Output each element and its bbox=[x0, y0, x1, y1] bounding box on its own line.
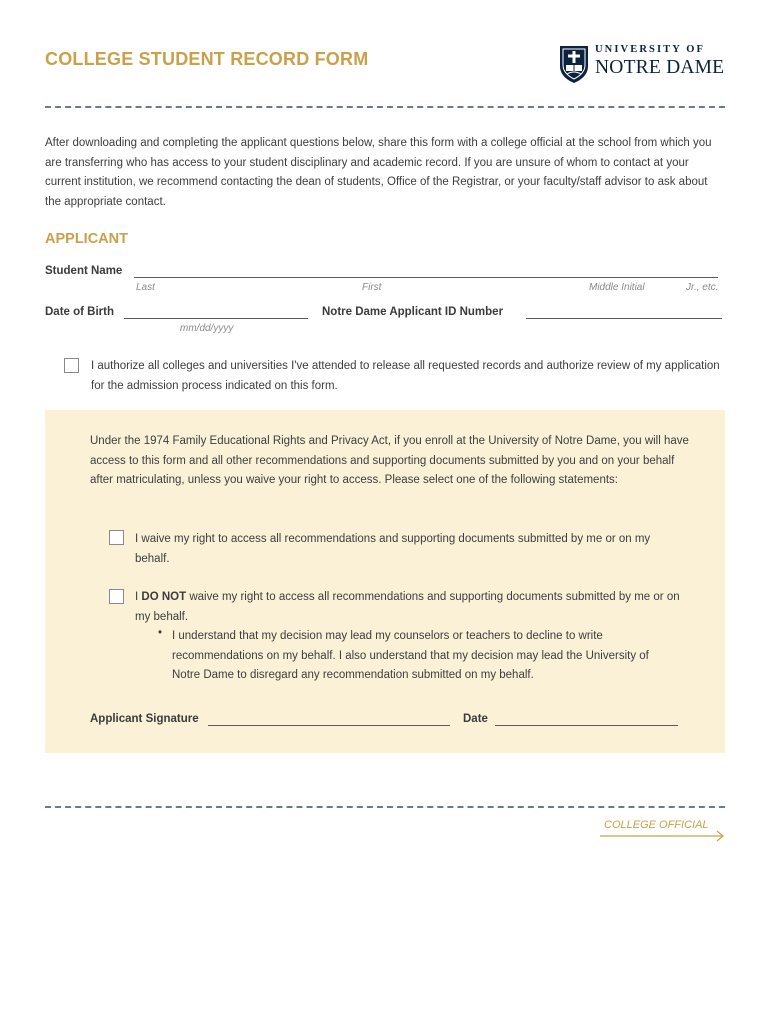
ferpa-paragraph: Under the 1974 Family Educational Rights and Privacy Act, if you enroll at the University of Notre Dame, you will have access to this form and all other recommendations and supporting documents submitted by you and on your behalf after matriculating, unless you waive your right to access. Please select one of the following statements: bbox=[90, 435, 689, 486]
date-field[interactable] bbox=[495, 725, 678, 726]
not-waive-prefix: I bbox=[135, 591, 139, 603]
not-waive-rest: waive my right to access all recommendations and supporting documents submitted by me or on my behalf. bbox=[135, 591, 680, 623]
college-official-link[interactable]: COLLEGE OFFICIAL bbox=[604, 819, 709, 831]
authorize-checkbox[interactable] bbox=[64, 358, 79, 373]
logo-university-of: UNIVERSITY OF bbox=[595, 44, 706, 55]
arrow-right-icon bbox=[600, 830, 726, 842]
notre-dame-logo bbox=[558, 44, 724, 84]
dob-field[interactable] bbox=[124, 318, 308, 319]
page-title: COLLEGE STUDENT RECORD FORM bbox=[45, 49, 369, 69]
waive-text: I waive my right to access all recommendations and supporting documents submitted by me or on my behalf. bbox=[135, 533, 651, 565]
logo-notre-dame: NOTRE DAME bbox=[595, 56, 725, 78]
bullet-text: I understand that my decision may lead my counselors or teachers to decline to write recommendations on my behalf. I also understand that my decision may lead the University of Notre Dame to disregard any recommendation submitted on my behalf. bbox=[172, 630, 649, 681]
name-sub-last: Last bbox=[136, 282, 155, 293]
header-divider bbox=[45, 106, 725, 108]
authorize-text: I authorize all colleges and universities I've attended to release all requested records and authorize review of my application for the admission process indicated on this form. bbox=[91, 360, 720, 392]
name-sub-first: First bbox=[362, 282, 382, 293]
not-waive-bold: DO NOT bbox=[141, 591, 187, 603]
applicant-heading: APPLICANT bbox=[45, 231, 128, 247]
shield-icon bbox=[558, 44, 590, 84]
signature-field[interactable] bbox=[208, 725, 450, 726]
bullet-dot: • bbox=[158, 627, 163, 639]
date-label: Date bbox=[463, 713, 488, 725]
name-sub-middle: Middle Initial bbox=[589, 282, 645, 293]
signature-label: Applicant Signature bbox=[90, 713, 199, 725]
dob-label: Date of Birth bbox=[45, 306, 114, 318]
intro-paragraph: After downloading and completing the applicant questions below, share this form with a college official at the school from which you are transferring who has access to your student disciplinary and academic record. If you are unsure of whom to contact at your current institution, we recommend contacting the dean of students, Office of the Registrar, or your faculty/staff advisor to ask about the appropriate contact. bbox=[45, 137, 712, 208]
applicant-id-field[interactable] bbox=[526, 318, 722, 319]
not-waive-text bbox=[135, 588, 680, 627]
footer-divider bbox=[45, 806, 725, 808]
not-waive-checkbox[interactable] bbox=[109, 589, 124, 604]
waive-checkbox[interactable] bbox=[109, 530, 124, 545]
id-label: Notre Dame Applicant ID Number bbox=[322, 306, 504, 318]
dob-sub: mm/dd/yyyy bbox=[180, 323, 234, 334]
student-name-field[interactable] bbox=[134, 277, 718, 278]
student-name-label: Student Name bbox=[45, 265, 123, 277]
name-sub-suffix: Jr., etc. bbox=[686, 282, 719, 293]
